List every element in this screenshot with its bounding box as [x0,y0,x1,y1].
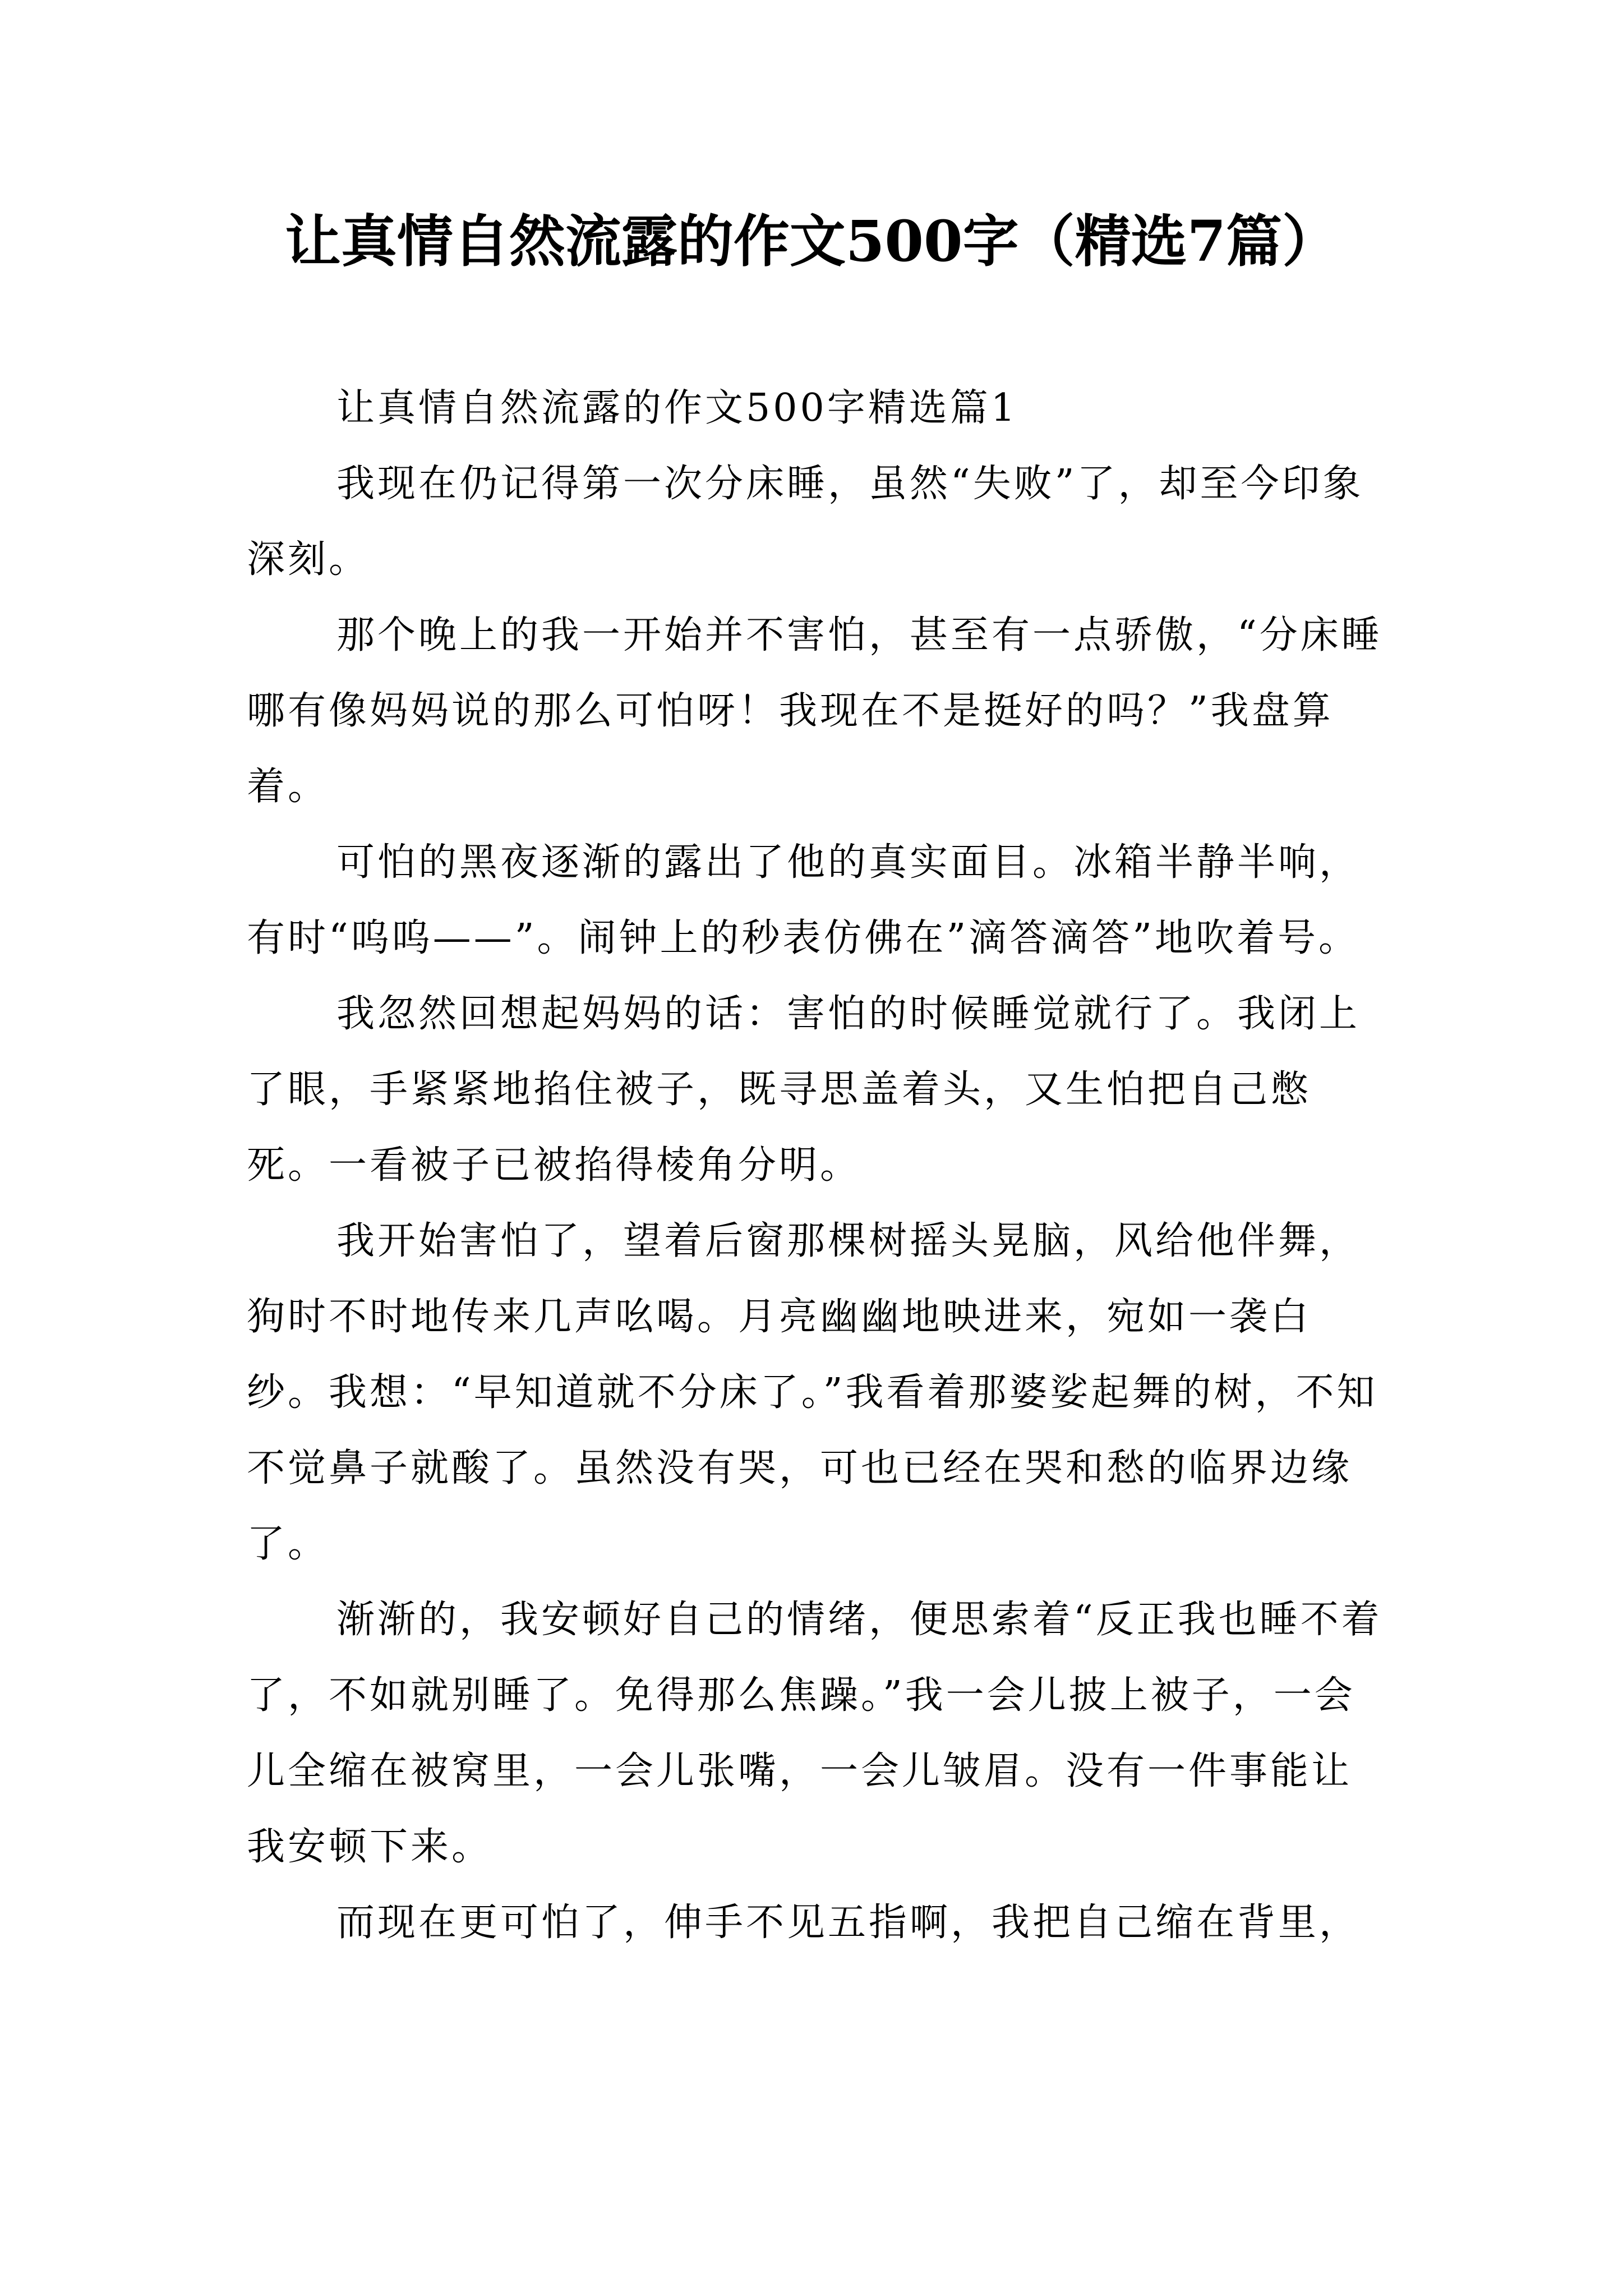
document-title: 让真情自然流露的作文500字（精选7篇） [284,208,1339,274]
paragraph: 那个晚上的我一开始并不害怕，甚至有一点骄傲，“分床睡哪有像妈妈说的那么可怕呀！我现在不是挺好的吗？”我盘算着。 [247,613,1382,809]
paragraph: 我现在仍记得第一次分床睡，虽然“失败”了，却至今印象深刻。 [247,462,1364,582]
paragraph: 我忽然回想起妈妈的话：害怕的时候睡觉就行了。我闭上了眼，手紧紧地掐住被子，既寻思盖着头，又生怕把自己憋死。一看被子已被掐得棱角分明。 [247,992,1361,1188]
paragraph: 渐渐的，我安顿好自己的情绪，便思索着“反正我也睡不着了，不如就别睡了。免得那么焦躁。”我一会儿披上被子，一会儿全缩在被窝里，一会儿张嘴，一会儿皱眉。没有一件事能让我安顿下来。 [247,1598,1382,1869]
paragraph: 而现在更可怕了，伸手不见五指啊，我把自己缩在背里， [336,1901,1361,1945]
paragraph: 可怕的黑夜逐渐的露出了他的真实面目。冰箱半静半响，有时“呜呜——”。闹钟上的秒表仿佛在”滴答滴答”地吹着号。 [247,840,1361,960]
document-body [247,370,1391,1961]
paragraph: 我开始害怕了，望着后窗那棵树摇头晃脑，风给他伴舞，狗时不时地传来几声吆喝。月亮幽幽地映进来，宛如一袭白纱。我想：“早知道就不分床了。”我看着那婆娑起舞的树，不知不觉鼻子就酸了。虽然没有哭，可也已经在哭和愁的临界边缘了。 [247,1219,1378,1566]
section-heading: 让真情自然流露的作文500字精选篇1 [336,386,1018,430]
